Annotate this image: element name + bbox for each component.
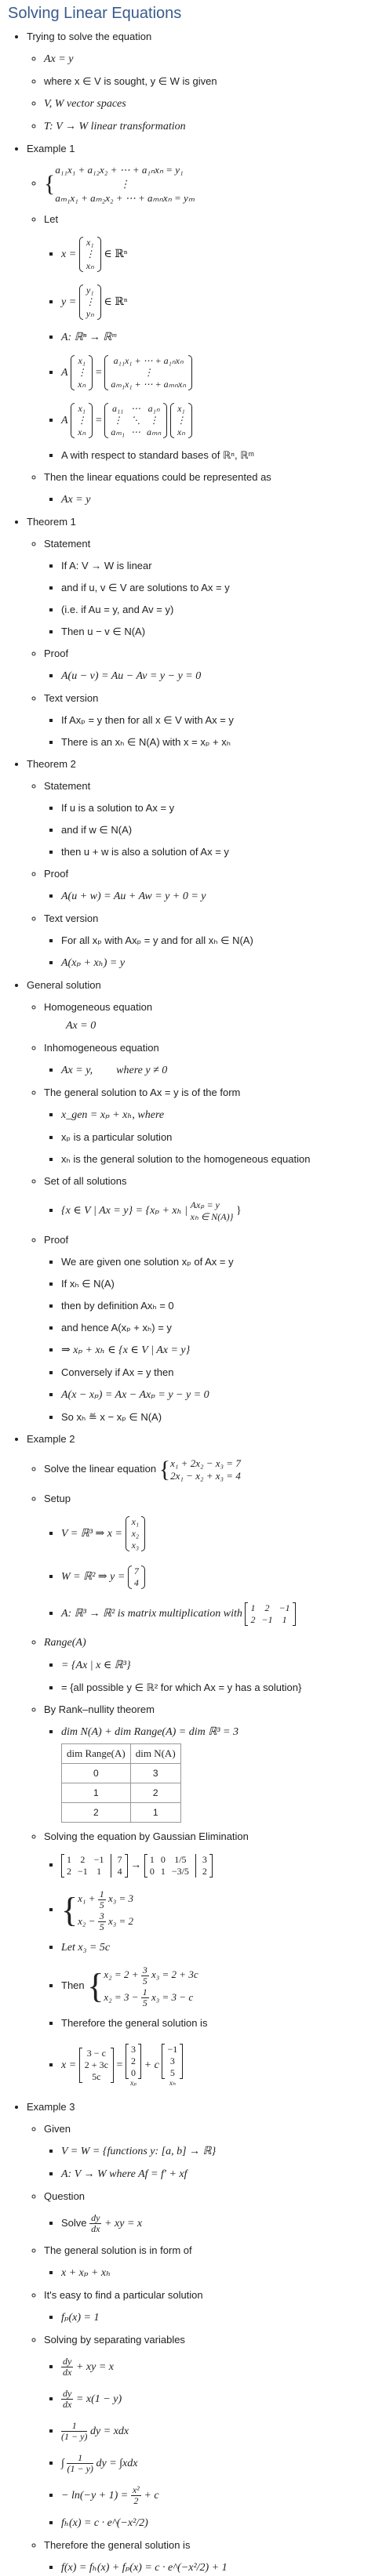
- list-item: ▪ x_gen = xₚ + xₕ, where: [61, 1107, 369, 1123]
- list-item: ▪ = {all possible y ∈ ℝ² for which Ax = y has a solution}: [61, 1680, 369, 1696]
- list-item: ▪ V = ℝ³ ⇒ x = x₁ x₂ x₃: [61, 1513, 369, 1555]
- reduced-system: ▪ { x₁ + $\frac{1}{5}$ x₃ = 3 x₂ − $\frac{3}{5}$ x₃ = 2: [61, 1886, 369, 1933]
- list-item: ◦ By Rank–nullity theorem ▪ dim N(A) + dim Range(A) = dim ℝ³ = 3 dim Range(A) dim N(A) 0 3 1 2 2 1: [44, 1702, 369, 1823]
- section-theorem-1: [27, 514, 369, 750]
- section-intro: [27, 29, 369, 135]
- list-item: ▪ W = ℝ² ⇒ y = 7 4: [61, 1561, 369, 1593]
- section-theorem-2: [27, 756, 369, 971]
- list-item: ▪ xₕ is the general solution to the homogeneous equation: [61, 1152, 369, 1167]
- list-item: ▪ A(x − xₚ) = Ax − Axₚ = y − y = 0: [61, 1387, 369, 1403]
- section-example-2: [27, 1431, 369, 2093]
- list-item: ▪ and if u, v ∈ V are solutions to Ax = y: [61, 580, 369, 596]
- list-item: ▪ Ax = y: [61, 492, 369, 508]
- y-definition: ▪ y = y₁ ⋮ yₙ ∈ ℝⁿ: [61, 281, 369, 323]
- section-heading: Example 2: [27, 1433, 75, 1445]
- list-item: ◦ The general solution is in form of ▪ x + xₚ + xₕ: [44, 2243, 369, 2281]
- list-item: ▪ then u + w is also a solution of Ax = y: [61, 844, 369, 860]
- list-item: ◦ Proof ▪ A(u + w) = Au + Aw = y + 0 = y: [44, 866, 369, 905]
- section-heading: Trying to solve the equation: [27, 31, 152, 42]
- map-definition: ▪ A: ℝⁿ → ℝᵐ: [61, 329, 369, 346]
- list-item: ▪ $\frac{dy}{dx}$ = x(1 − y): [61, 2386, 369, 2412]
- list-item: ◦ Then the linear equations could be represented as ▪ Ax = y: [44, 470, 369, 508]
- list-item: ▪ Ax = y, where y ≠ 0: [61, 1062, 369, 1079]
- section-general-solution: [27, 978, 369, 1425]
- list-item: ◦ Proof ▪ A(u − v) = Au − Av = y − y = 0: [44, 646, 369, 684]
- list-item: ▪ So xₕ ≝ x − xₚ ∈ N(A): [61, 1410, 369, 1425]
- table-row: 0 3: [62, 1764, 181, 1783]
- list-item: ◦ Statement ▪ If u is a solution to Ax = y ▪ and if w ∈ N(A) ▪ then u + w is also a solution of Ax = y: [44, 778, 369, 860]
- list-item: ◦ Statement ▪ If A: V → W is linear ▪ and if u, v ∈ V are solutions to Ax = y ▪ (i.e. if Au = y, and Av = y) ▪ Then u − v ∈ N(A): [44, 536, 369, 640]
- list-item: ◦ Homogeneous equation Ax = 0: [44, 1000, 369, 1034]
- table-row: 2 1: [62, 1803, 181, 1823]
- section-heading: General solution: [27, 979, 101, 991]
- section-example-1: [27, 141, 369, 508]
- list-item: ▪ Let x₃ = 5c: [61, 1939, 369, 1956]
- list-item: ▪ x + xₚ + xₕ: [61, 2265, 369, 2281]
- list-item: ◦ Range(A) ▪ = {Ax | x ∈ ℝ³} ▪ = {all possible y ∈ ℝ² for which Ax = y has a solution}: [44, 1634, 369, 1696]
- list-item: ▪ fₕ(x) = c · e^(−x²/2): [61, 2515, 369, 2531]
- list-item: ▪ Conversely if Ax = y then: [61, 1365, 369, 1381]
- list-item: ◦ Therefore the general solution is ▪ f(x) = fₕ(x) + fₚ(x) = c · e^(−x²/2) + 1: [44, 2538, 369, 2576]
- list-item: ▪ If Axₚ = y then for all x ∈ V with Ax = y: [61, 713, 369, 728]
- list-item: ◦ T: V → W linear transformation: [44, 118, 369, 135]
- list-item: ◦ Set of all solutions ▪ {x ∈ V | Ax = y} = {xₚ + xₕ | Axₚ = y xₕ ∈ N(A)} }: [44, 1174, 369, 1226]
- list-item: ▪ ⇒ xₚ + xₕ ∈ {x ∈ V | Ax = y}: [61, 1342, 369, 1359]
- section-heading: Example 3: [27, 2101, 75, 2113]
- list-item: ◦ V, W vector spaces: [44, 96, 369, 112]
- list-item: ▪ Then u − v ∈ N(A): [61, 624, 369, 640]
- list-item: ◦ Text version ▪ If Axₚ = y then for all x ∈ V with Ax = y ▪ There is an xₕ ∈ N(A) with x = xₚ + xₕ: [44, 691, 369, 750]
- list-item: ◦ Question ▪ Solve $\frac{dy}{dx}$ + xy = x: [44, 2189, 369, 2237]
- list-item: ◦ Proof ▪ We are given one solution xₚ of Ax = y ▪ If xₕ ∈ N(A) ▪ then by definition Axₕ = 0 ▪ and hence A(xₚ + xₕ) = y ▪ ⇒ xₚ + xₕ ∈ {x ∈ V | Ax = y} ▪ Conversely if Ax = y then ▪ A(x − xₚ) = Ax − Axₚ = y − y = 0 ▪ So xₕ ≝ x − xₚ ∈ N(A): [44, 1232, 369, 1425]
- section-heading: Example 1: [27, 143, 75, 154]
- list-item: ▪ dim N(A) + dim Range(A) = dim ℝ³ = 3 dim Range(A) dim N(A) 0 3 1 2 2 1: [61, 1724, 369, 1823]
- list-item: ▪ For all xₚ with Axₚ = y and for all xₕ ∈ N(A): [61, 933, 369, 949]
- list-item: ▪ ∫ $\frac{1}{(1 - y)}$ dy = ∫xdx: [61, 2451, 369, 2476]
- list-item: ◦ Text version ▪ For all xₚ with Axₚ = y and for all xₕ ∈ N(A) ▪ A(xₚ + xₕ) = y: [44, 911, 369, 971]
- list-item: ▪ A with respect to standard bases of ℝⁿ, ℝᵐ: [61, 448, 369, 463]
- list-item: ▪ V = W = {functions y: [a, b] → ℝ}: [61, 2143, 369, 2160]
- list-item: ▪ Solve $\frac{dy}{dx}$ + xy = x: [61, 2211, 369, 2237]
- list-item: ◦ It's easy to find a particular solution ▪ fₚ(x) = 1: [44, 2288, 369, 2326]
- list-item: ▪ = {Ax | x ∈ ℝ³}: [61, 1657, 369, 1674]
- list-item: ▪ A: V → W where Af = f′ + xf: [61, 2166, 369, 2182]
- list-item: ◦ Setup ▪ V = ℝ³ ⇒ x = x₁ x₂ x₃ ▪ W = ℝ² ⇒ y = 7 4 ▪ A: ℝ³ → ℝ² is matrix multiplication with 1 2 −1 2 −1 1: [44, 1491, 369, 1628]
- page-title: Solving Linear Equations: [8, 5, 182, 22]
- list-item: ▪ xₚ is a particular solution: [61, 1130, 369, 1145]
- section-heading: Theorem 2: [27, 758, 76, 770]
- list-item: ◦ Given ▪ V = W = {functions y: [a, b] → ℝ} ▪ A: V → W where Af = f′ + xf: [44, 2121, 369, 2182]
- list-item: ▪ Therefore the general solution is: [61, 2015, 369, 2031]
- section-example-3: [27, 2099, 369, 2576]
- list-item: ▪ then by definition Axₕ = 0: [61, 1298, 369, 1314]
- list-item: ▪ fₚ(x) = 1: [61, 2309, 369, 2326]
- outline: [6, 29, 369, 2576]
- map-matrix: ▪ A x₁ ⋮ xₙ = a₁₁ ⋯ a₁ₙ ⋮ ⋱ ⋮ aₘ₁ ⋯ aₘₙ x₁ ⋮ xₙ: [61, 400, 369, 441]
- list-item: ◦ Ax = y: [44, 51, 369, 67]
- list-item: ▪ A(u − v) = Au − Av = y − y = 0: [61, 668, 369, 684]
- list-item: ◦ Let ▪ x = x₁ ⋮ xₙ ∈ ℝⁿ ▪ y = y₁ ⋮ yₙ ∈ ℝⁿ ▪ A: ℝⁿ → ℝᵐ ▪ A x₁ ⋮ xₙ = a₁₁x₁ + ⋯ + a₁ₙxₙ ⋮ aₘ₁x₁ + ⋯ + aₘₙxₙ ▪ A x₁ ⋮ xₙ = a₁₁ ⋯ a₁ₙ ⋮ ⋱ ⋮ aₘ₁ ⋯ aₘₙ x₁ ⋮ xₙ ▪ A with respect to standard bases of ℝⁿ, ℝᵐ: [44, 212, 369, 463]
- section-heading: Theorem 1: [27, 516, 76, 528]
- list-item: ▪ and hence A(xₚ + xₕ) = y: [61, 1320, 369, 1336]
- solution-set: ▪ {x ∈ V | Ax = y} = {xₚ + xₕ | Axₚ = y xₕ ∈ N(A)} }: [61, 1195, 369, 1226]
- list-item: ◦ where x ∈ V is sought, y ∈ W is given: [44, 74, 369, 89]
- list-item: ▪ − ln(−y + 1) = $\frac{\text{x²}}{2}$ + c: [61, 2483, 369, 2509]
- list-item: ◦ The general solution to Ax = y is of the form ▪ x_gen = xₚ + xₕ, where ▪ xₚ is a particular solution ▪ xₕ is the general solution to the homogeneous equation: [44, 1085, 369, 1167]
- map-formula: ▪ A x₁ ⋮ xₙ = a₁₁x₁ + ⋯ + a₁ₙxₙ ⋮ aₘ₁x₁ + ⋯ + aₘₙxₙ: [61, 352, 369, 394]
- general-solution-vector: ▪ x = 3 − c 2 + 3c 5c = 3 2 0 xₚ + c −1 3 5 xₕ: [61, 2037, 369, 2093]
- list-item: ▪ and if w ∈ N(A): [61, 822, 369, 838]
- augmented-matrix: ▪ 1 2 −1 7 2 −1 1 4 → 1 0 1/5 3 0 1 −3/5 2: [61, 1851, 369, 1880]
- list-item: ▪ If u is a solution to Ax = y: [61, 800, 369, 816]
- list-item: ◦ Solving by separating variables ▪ $\frac{dy}{dx}$ + xy = x ▪ $\frac{dy}{dx}$ = x(1 − y) ▪ $\frac{1}{(1 - y)}$ dy = xdx ▪ ∫ $\frac{1}{(1 - y)}$ dy = ∫xdx ▪ − ln(−y + 1) = $\frac{\text{x²}}{2}$ + c ▪ fₕ(x) = c · e^(−x²/2): [44, 2332, 369, 2531]
- list-item: ▪ $\frac{dy}{dx}$ + xy = x: [61, 2354, 369, 2380]
- linear-system: ◦ { a₁₁x₁ + a₁₂x₂ + ⋯ + a₁ₙxₙ = y₁ ⋮ aₘ₁x₁ + aₘ₂x₂ + ⋯ + aₘₙxₙ = yₘ: [44, 163, 369, 205]
- list-item: ▪ If xₕ ∈ N(A): [61, 1276, 369, 1292]
- list-item: ▪ There is an xₕ ∈ N(A) with x = xₚ + xₕ: [61, 735, 369, 750]
- x-definition: ▪ x = x₁ ⋮ xₙ ∈ ℝⁿ: [61, 234, 369, 275]
- list-item: ▪ A(xₚ + xₕ) = y: [61, 955, 369, 971]
- list-item: ◦ Solving the equation by Gaussian Elimination ▪ 1 2 −1 7 2 −1 1 4 → 1 0 1/5 3 0 1 −3/5 2 ▪ { x₁ + $\frac{1}{5}$ x₃ = 3 x₂ − $\frac{3}{5}$ x₃ = 2 ▪ Let x₃ = 5c ▪ Then { x₂ = 2 + $\frac{3}{5}$ x₃ = 2 + 3c x₂ = 3 − $\frac{1}{5}$ x₃ = 3 − c ▪ Therefore the general solution is ▪ x = 3 − c 2 + 3c 5c = 3 2 0 xₚ + c −1 3 5 xₕ: [44, 1829, 369, 2093]
- list-item: ▪ We are given one solution xₚ of Ax = y: [61, 1254, 369, 1270]
- table-row: 1 2: [62, 1783, 181, 1803]
- list-item: ▪ (i.e. if Au = y, and Av = y): [61, 602, 369, 618]
- list-item: ◦ Solve the linear equation { x₁ + 2x₂ − x₃ = 7 2x₁ − x₂ + x₃ = 4: [44, 1453, 369, 1485]
- list-item: ▪ If A: V → W is linear: [61, 558, 369, 574]
- dimension-table: dim Range(A) dim N(A) 0 3 1 2 2 1: [61, 1743, 181, 1823]
- list-item: ▪ A: ℝ³ → ℝ² is matrix multiplication with 1 2 −1 2 −1 1: [61, 1599, 369, 1628]
- list-item: ▪ A(u + w) = Au + Aw = y + 0 = y: [61, 888, 369, 905]
- list-item: ◦ Inhomogeneous equation ▪ Ax = y, where y ≠ 0: [44, 1040, 369, 1079]
- final-solution: ▪ f(x) = fₕ(x) + fₚ(x) = c · e^(−x²/2) + 1: [61, 2560, 369, 2576]
- list-item: ▪ $\frac{1}{(1 - y)}$ dy = xdx: [61, 2418, 369, 2444]
- list-item: ▪ Then { x₂ = 2 + $\frac{3}{5}$ x₃ = 2 + 3c x₂ = 3 − $\frac{1}{5}$ x₃ = 3 − c: [61, 1962, 369, 2009]
